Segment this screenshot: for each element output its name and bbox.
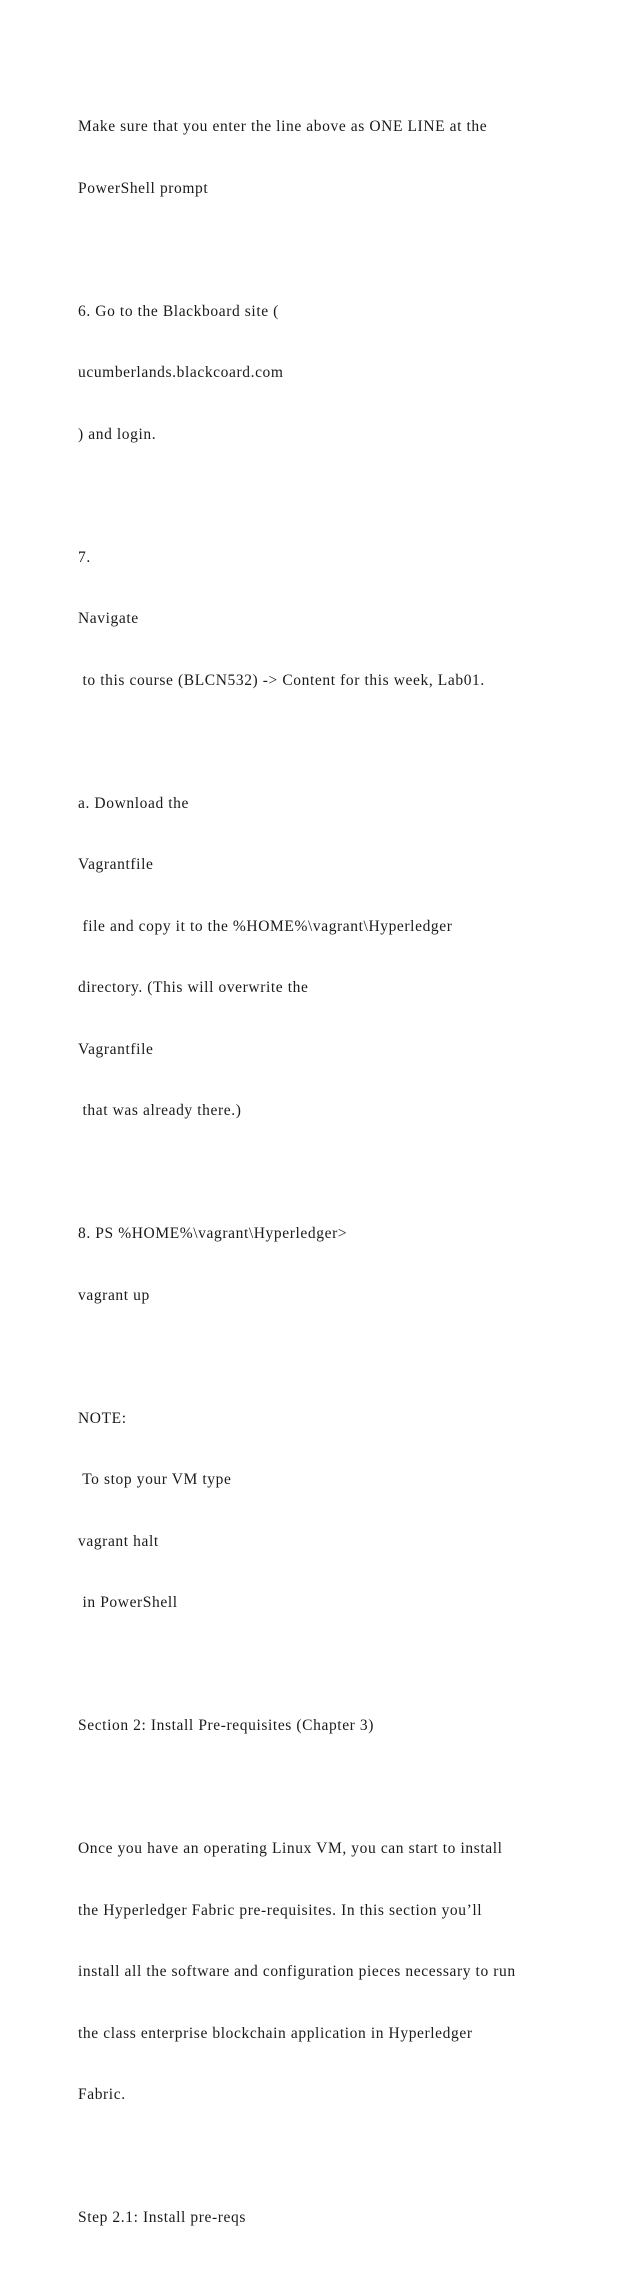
text-line: Vagrantfile: [78, 1040, 154, 1058]
text-line: ) and login.: [78, 425, 157, 443]
text-line: install all the software and configuration pieces necessary to run: [78, 1963, 516, 1980]
document-text: [78, 76, 618, 2270]
blank-line: [78, 2147, 618, 2168]
text-line: to this course (BLCN532) -> Content for this week, Lab01.: [78, 671, 485, 689]
blank-line: [78, 1778, 618, 1799]
text-line: Vagrantfile: [78, 856, 154, 873]
text-line: To stop your VM type: [78, 1471, 232, 1488]
text-line: the Hyperledger Fabric pre-requisites. In this section you’ll: [78, 1901, 483, 1919]
text-line: ucumberlands.blackcoard.com: [78, 364, 284, 381]
text-line: 7.: [78, 548, 91, 566]
text-line: NOTE:: [78, 1409, 127, 1427]
text-line: a. Download the: [78, 794, 190, 812]
section-heading: Section 2: Install Pre-requisites (Chapter 3): [78, 1717, 375, 1734]
blank-line: [78, 1655, 618, 1676]
text-line: Make sure that you enter the line above as ONE LINE at the: [78, 118, 488, 135]
text-line: directory. (This will overwrite the: [78, 979, 309, 996]
text-line: the class enterprise blockchain application in Hyperledger: [78, 2024, 473, 2042]
text-line: vagrant halt: [78, 1532, 159, 1550]
text-line: that was already there.): [78, 1102, 242, 1119]
text-line: Navigate: [78, 610, 139, 627]
blank-line: [78, 486, 618, 507]
text-line: 8. PS %HOME%\vagrant\Hyperledger>: [78, 1225, 348, 1242]
blank-line: [78, 732, 618, 753]
text-line: Once you have an operating Linux VM, you can start to install: [78, 1840, 503, 1857]
text-line: in PowerShell: [78, 1594, 178, 1611]
text-line: 6. Go to the Blackboard site (: [78, 302, 279, 320]
text-line: Fabric.: [78, 2086, 126, 2103]
blank-line: [78, 240, 618, 261]
text-line: file and copy it to the %HOME%\vagrant\Hyperledger: [78, 917, 453, 935]
blank-line: [78, 1347, 618, 1368]
text-line: vagrant up: [78, 1286, 150, 1304]
step-heading: Step 2.1: Install pre-reqs: [78, 2209, 246, 2226]
blank-line: [78, 1163, 618, 1184]
text-line: PowerShell prompt: [78, 179, 209, 197]
